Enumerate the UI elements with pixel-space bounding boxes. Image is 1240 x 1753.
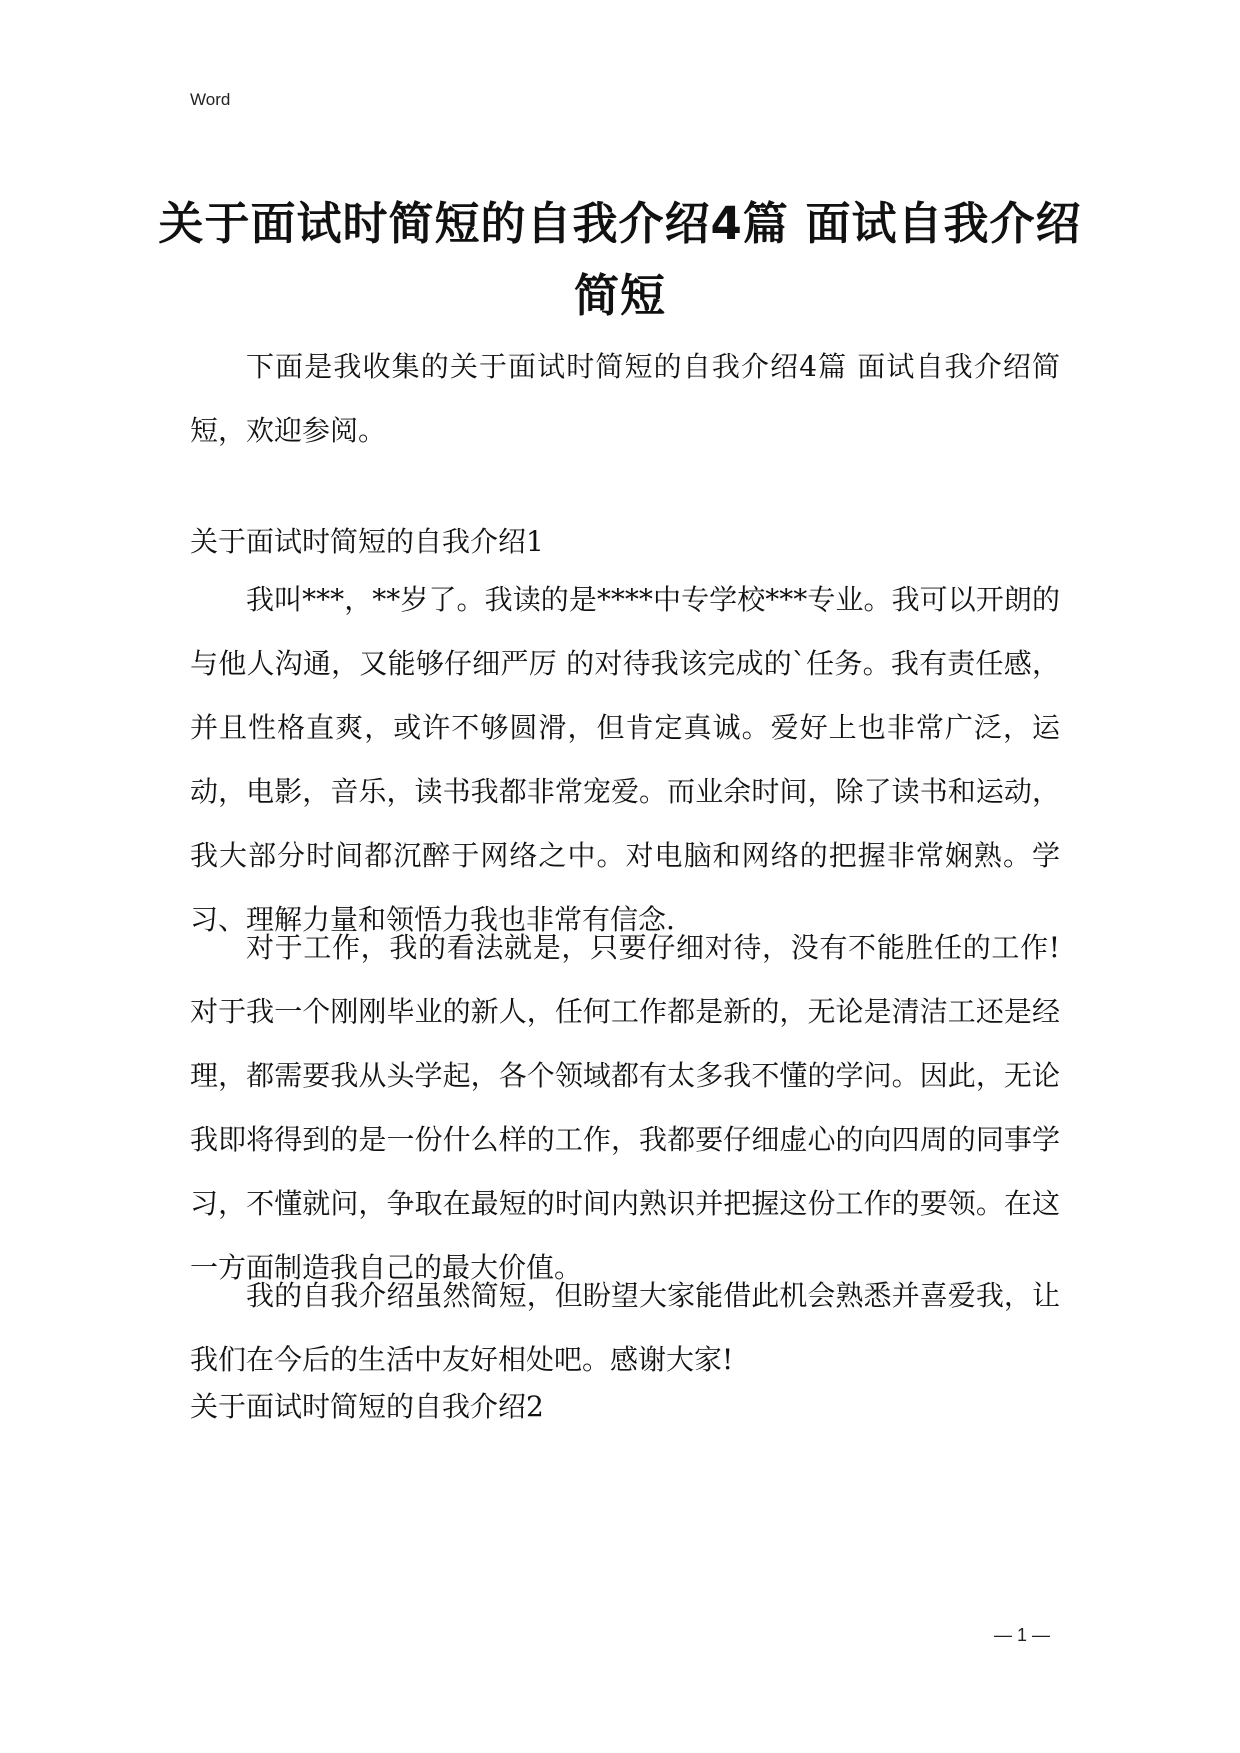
header-label: Word [190, 90, 231, 109]
section-1-paragraph-1: 我叫***，**岁了。我读的是****中专学校***专业。我可以开朗的与他人沟通，又能够仔细严厉 的对待我该完成的`任务。我有责任感，并且性格直爽，或许不够圆滑，但肯定真诚。爱好上也非常广泛，运动，电影，音乐，读书我都非常宠爱。而业余时间，除了读书和运动，我大部分时间都沉醉于网络之中。对电脑和网络的把握非常娴熟。学习、理解力量和领悟力我也非常有信念. [190, 583, 1060, 936]
section-1-paragraph-2: 对于工作，我的看法就是，只要仔细对待，没有不能胜任的工作!对于我一个刚刚毕业的新人，任何工作都是新的，无论是清洁工还是经理，都需要我从头学起，各个领域都有太多我不懂的学问。因此，无论我即将得到的是一份什么样的工作，我都要仔细虚心的向四周的同事学习，不懂就问，争取在最短的时间内熟识并把握这份工作的要领。在这一方面制造我自己的最大价值。 [190, 931, 1060, 1284]
section-heading-2: 关于面试时简短的自我介绍2 [190, 1390, 544, 1423]
section-1-paragraph-3: 我的自我介绍虽然简短，但盼望大家能借此机会熟悉并喜爱我，让我们在今后的生活中友好相处吧。感谢大家! [190, 1279, 1060, 1376]
intro-paragraph: 下面是我收集的关于面试时简短的自我介绍4篇 面试自我介绍简短，欢迎参阅。 [190, 350, 1060, 447]
page-number: — 1 — [993, 1625, 1050, 1645]
section-heading-1: 关于面试时简短的自我介绍1 [190, 525, 544, 558]
document-title: 关于面试时简短的自我介绍4篇 面试自我介绍 简短 [158, 197, 1082, 322]
